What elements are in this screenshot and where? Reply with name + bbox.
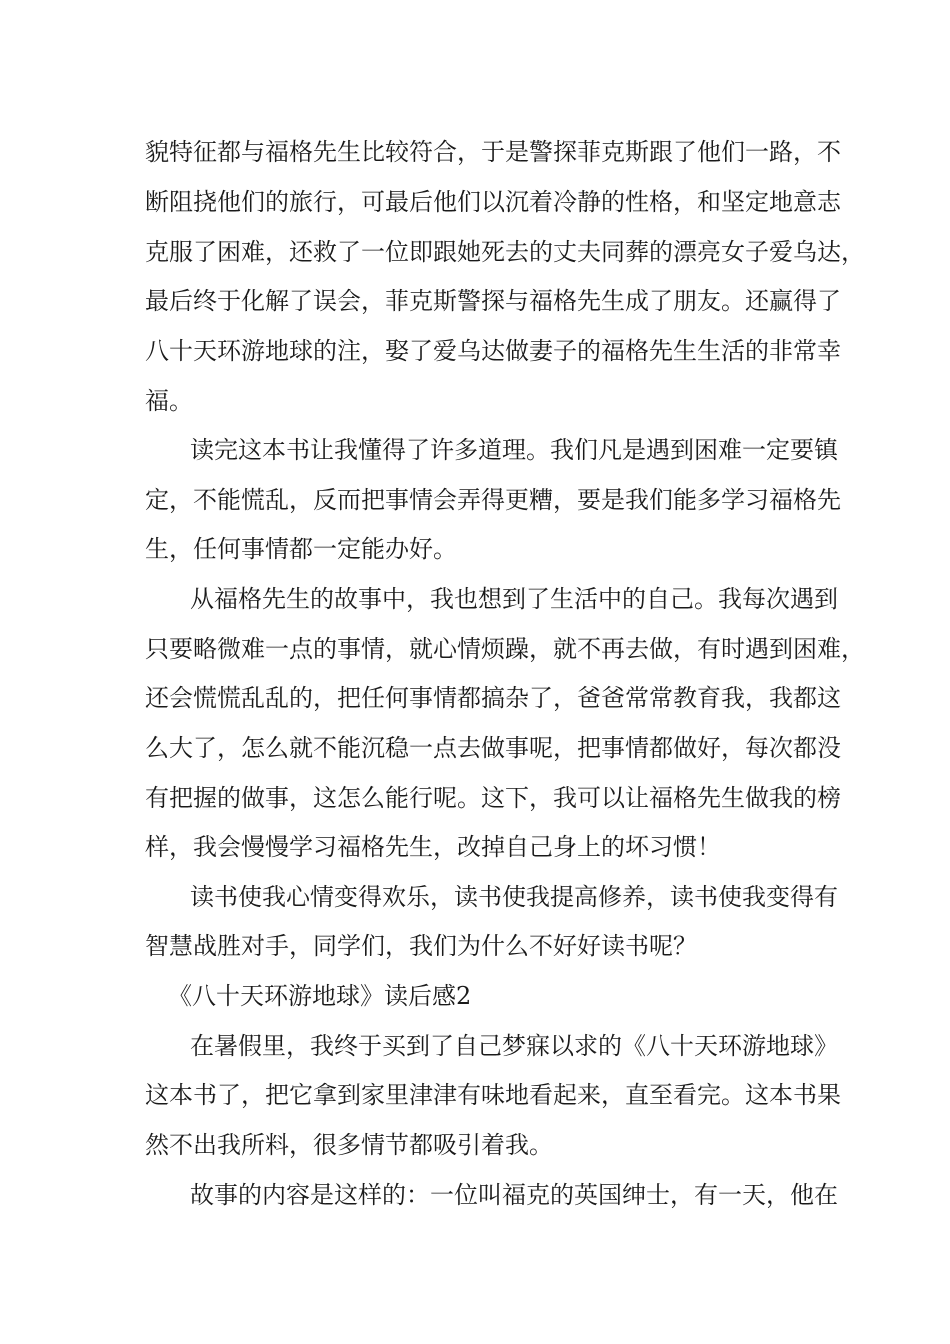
text-line: 这本书了，把它拿到家里津津有味地看起来，直至看完。这本书果	[145, 1081, 841, 1109]
text-line: 然不出我所料，很多情节都吸引着我。	[145, 1131, 553, 1159]
text-line: 从福格先生的故事中，我也想到了生活中的自己。我每次遇到	[190, 585, 838, 613]
text-line: 样，我会慢慢学习福格先生，改掉自己身上的坏习惯！	[145, 833, 721, 861]
text-line: 读书使我心情变得欢乐，读书使我提高修养，读书使我变得有	[190, 883, 838, 911]
text-line: 还会慌慌乱乱的，把任何事情都搞杂了，爸爸常常教育我，我都这	[145, 684, 841, 712]
text-line: 福。	[145, 387, 193, 415]
text-line: 智慧战胜对手，同学们，我们为什么不好好读书呢？	[145, 932, 697, 960]
text-line: 克服了困难，还救了一位即跟她死去的丈夫同葬的漂亮女子爱乌达，	[145, 238, 865, 266]
text-line: 只要略微难一点的事情，就心情烦躁，就不再去做，有时遇到困难，	[145, 635, 865, 663]
text-line: 八十天环游地球的注，娶了爱乌达做妻子的福格先生生活的非常幸	[145, 337, 841, 365]
text-line: 读完这本书让我懂得了许多道理。我们凡是遇到困难一定要镇	[190, 436, 838, 464]
section-heading: 《八十天环游地球》读后感2	[168, 982, 472, 1010]
text-line: 有把握的做事，这怎么能行呢。这下，我可以让福格先生做我的榜	[145, 784, 841, 812]
text-line: 在暑假里，我终于买到了自己梦寐以求的《八十天环游地球》	[190, 1032, 838, 1060]
text-line: 断阻挠他们的旅行，可最后他们以沉着冷静的性格，和坚定地意志	[145, 188, 841, 216]
text-line: 故事的内容是这样的：一位叫福克的英国绅士，有一天，他在	[190, 1181, 838, 1209]
text-line: 定，不能慌乱，反而把事情会弄得更糟，要是我们能多学习福格先	[145, 486, 841, 514]
text-line: 生，任何事情都一定能办好。	[145, 535, 457, 563]
text-line: 最后终于化解了误会，菲克斯警探与福格先生成了朋友。还赢得了	[145, 287, 841, 315]
text-line: 貌特征都与福格先生比较符合，于是警探菲克斯跟了他们一路，不	[145, 138, 841, 166]
text-line: 么大了，怎么就不能沉稳一点去做事呢，把事情都做好，每次都没	[145, 734, 841, 762]
